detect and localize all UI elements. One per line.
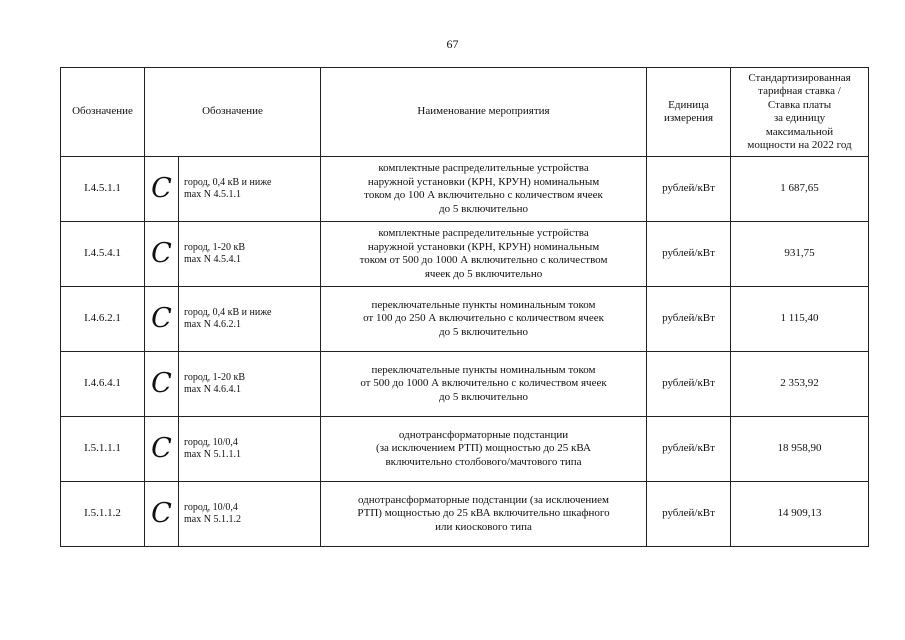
row-symbol: C [145, 352, 179, 417]
row-designation-line: город, 10/0,4 [184, 501, 238, 513]
row-measure-line: (за исключением РТП) мощностью до 25 кВА [376, 442, 591, 455]
row-measure-line: током от 500 до 1000 А включительно с количеством [359, 254, 608, 266]
header-unit [647, 68, 731, 157]
row-symbol: C [145, 482, 179, 547]
row-designation-line: max N 4.5.4.1 [184, 254, 241, 265]
row-unit: рублей/кВт [647, 417, 731, 482]
row-designation [179, 417, 321, 482]
table-row [61, 157, 869, 222]
row-measure-line: наружной установки (КРН, КРУН) номинальным [367, 175, 600, 188]
row-rate: 931,75 [731, 222, 869, 287]
row-rate: 1 687,65 [731, 157, 869, 222]
row-designation [179, 157, 321, 222]
row-unit: рублей/кВт [647, 222, 731, 287]
row-measure-line: переключательные пункты номинальным током [371, 363, 596, 376]
header-rate-line: максимальной [765, 125, 834, 138]
table-row [61, 352, 869, 417]
row-measure-line: переключательные пункты номинальным током [371, 298, 596, 311]
row-measure-line: комплектные распределительные устройства [378, 227, 589, 239]
row-symbol: C [145, 222, 179, 287]
row-unit: рублей/кВт [647, 352, 731, 417]
header-rate-line: Стандартизированная [748, 71, 851, 84]
row-designation-line: город, 10/0,4 [184, 436, 238, 448]
row-code: I.5.1.1.1 [61, 417, 145, 482]
row-measure-line: РТП) мощностью до 25 кВА включительно шкафного [357, 507, 610, 520]
row-designation [179, 222, 321, 287]
header-unit-line: Единица [668, 98, 709, 111]
row-measure [321, 417, 647, 482]
row-designation-line: max N 5.1.1.1 [184, 449, 241, 460]
row-measure-line: до 5 включительно [439, 390, 528, 403]
tariff-table [60, 67, 869, 547]
row-measure-line: комплектные распределительные устройства [378, 162, 589, 174]
row-measure [321, 157, 647, 222]
row-code: I.4.6.2.1 [61, 287, 145, 352]
row-measure [321, 482, 647, 547]
row-measure-line: от 100 до 250 А включительно с количеством ячеек [363, 312, 604, 325]
row-code: I.4.5.1.1 [61, 157, 145, 222]
row-designation-line: город, 0,4 кВ и ниже [184, 306, 272, 318]
row-rate: 2 353,92 [731, 352, 869, 417]
row-unit: рублей/кВт [647, 482, 731, 547]
row-designation-line: город, 0,4 кВ и ниже [184, 176, 272, 188]
row-code: I.4.5.4.1 [61, 222, 145, 287]
row-measure [321, 287, 647, 352]
row-symbol: C [145, 417, 179, 482]
row-designation-line: max N 5.1.1.2 [184, 514, 241, 525]
table-row [61, 417, 869, 482]
page-number: 67 [446, 37, 459, 51]
row-symbol: C [145, 157, 179, 222]
header-measure: Наименование мероприятия [321, 68, 647, 157]
header-rate-line: за единицу [773, 112, 826, 124]
row-measure-line: наружной установки (КРН, КРУН) номинальным [367, 240, 600, 253]
header-designation: Обозначение [145, 68, 321, 157]
row-designation-line: город, 1-20 кВ [184, 241, 246, 253]
row-measure-line: однотрансформаторные подстанции [398, 428, 569, 441]
row-symbol: C [145, 287, 179, 352]
row-measure-line: или киоскового типа [435, 520, 532, 533]
table-row [61, 222, 869, 287]
row-measure-line: ячеек до 5 включительно [424, 267, 543, 280]
row-unit: рублей/кВт [647, 157, 731, 222]
header-code: Обозначение [61, 68, 145, 157]
table-header-row [61, 68, 869, 157]
row-rate: 14 909,13 [731, 482, 869, 547]
row-measure-line: током до 100 А включительно с количеством ячеек [364, 189, 603, 201]
row-designation [179, 287, 321, 352]
row-measure-line: включительно столбового/мачтового типа [385, 455, 582, 468]
header-rate [731, 68, 869, 157]
header-rate-line: мощности на 2022 год [747, 139, 852, 151]
row-designation-line: max N 4.6.4.1 [184, 384, 241, 395]
row-designation-line: max N 4.6.2.1 [184, 319, 241, 330]
row-unit: рублей/кВт [647, 287, 731, 352]
row-rate: 1 115,40 [731, 287, 869, 352]
row-measure-line: до 5 включительно [439, 202, 528, 215]
row-measure-line: до 5 включительно [439, 325, 528, 338]
header-rate-line: тарифная ставка / [758, 85, 841, 97]
row-measure [321, 222, 647, 287]
row-designation-line: max N 4.5.1.1 [184, 189, 241, 200]
table-row [61, 287, 869, 352]
table-row [61, 482, 869, 547]
row-code: I.4.6.4.1 [61, 352, 145, 417]
row-measure-line: от 500 до 1000 А включительно с количеством ячеек [360, 377, 607, 390]
row-designation [179, 482, 321, 547]
header-unit-line: измерения [663, 112, 714, 124]
row-designation [179, 352, 321, 417]
row-rate: 18 958,90 [731, 417, 869, 482]
row-designation-line: город, 1-20 кВ [184, 371, 246, 383]
row-measure-line: однотрансформаторные подстанции (за исключением [358, 493, 610, 506]
row-measure [321, 352, 647, 417]
header-rate-line: Ставка платы [767, 98, 832, 111]
row-code: I.5.1.1.2 [61, 482, 145, 547]
